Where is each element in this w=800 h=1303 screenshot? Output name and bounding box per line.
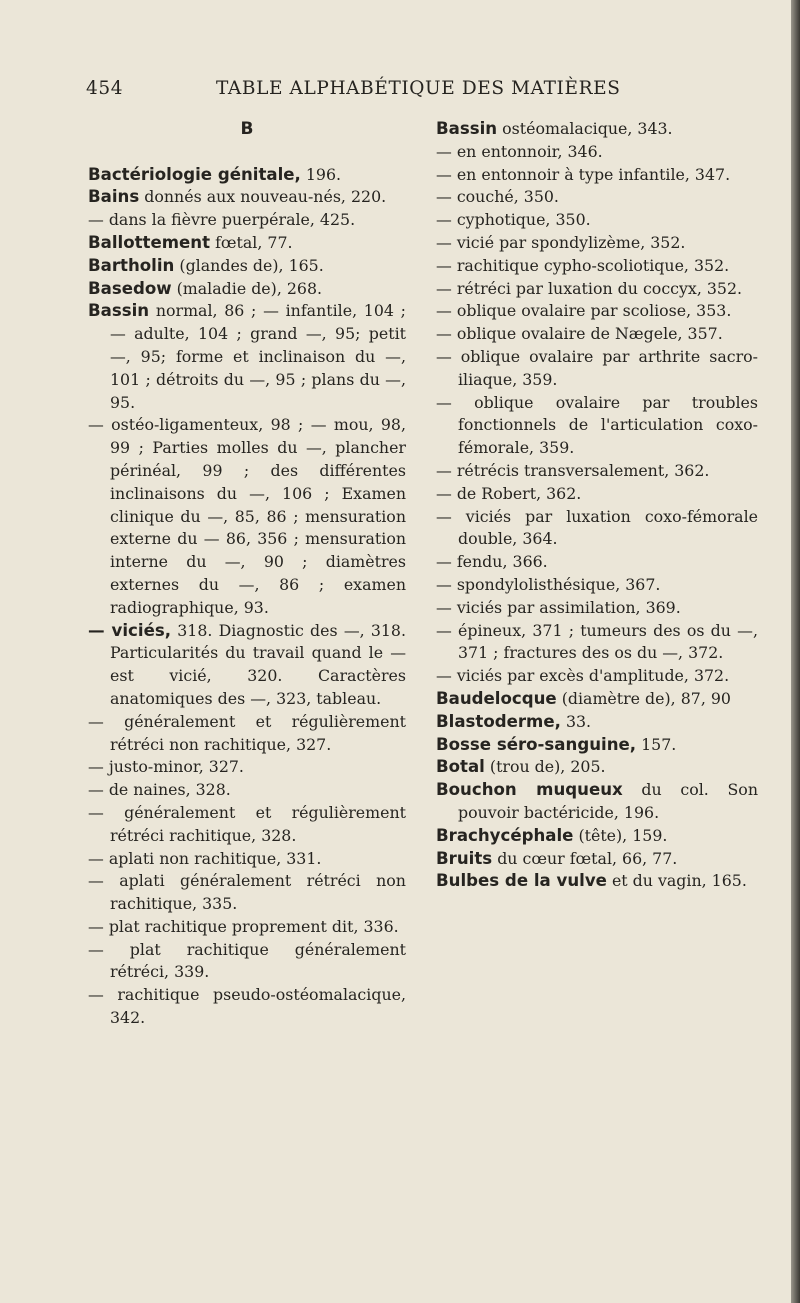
index-entry: — ostéo-ligamenteux, 98 ; — mou, 98, 99 ; Parties molles du —, plancher périnéal, 99 ; des différentes inclinaisons du —, 106 ; Examen clinique du —, 85, 86 ; mensuration externe du — 86, 356 ; mensuration interne du —, 90 ; diamètres externes du —, 86 ; examen radiographique, 93. [88,415,406,617]
page-edge [791,0,800,1303]
index-entry: Bains donnés aux nouveau-nés, 220. [88,187,387,207]
index-entry: — plat rachitique généralement rétréci, 339. [88,939,406,982]
index-entry: Bulbes de la vulve et du vagin, 165. [436,871,747,891]
index-entry: — justo-minor, 327. [88,757,244,777]
index-entry: Bassin normal, 86 ; — infantile, 104 ; — adulte, 104 ; grand —, 95; petit —, 95; forme et inclinaison du —, 101 ; détroits du —, 95 ; plans du —, 95. [88,301,406,412]
index-entry: — rétrécis transversalement, 362. [436,460,710,480]
page-header [86,78,686,106]
index-entry: Bruits du cœur fœtal, 66, 77. [436,848,678,868]
index-entry: — en entonnoir, 346. [436,141,603,161]
index-entry: — oblique ovalaire par arthrite sacro-iliaque, 359. [436,346,758,389]
index-entry: — cyphotique, 350. [436,210,591,230]
index-entry: — viciés, 318. Diagnostic des —, 318. Particularités du travail quand le — est vicié, 320. Caractères anatomiques des —, 323, tableau. [88,620,406,708]
index-entry: — viciés par luxation coxo-fémorale double, 364. [436,506,758,549]
index-entry: — viciés par excès d'amplitude, 372. [436,666,730,686]
index-entry: — oblique ovalaire de Nægele, 357. [436,324,723,344]
index-entry: — plat rachitique proprement dit, 336. [88,916,399,936]
index-entry: Ballottement fœtal, 77. [88,232,293,252]
index-entry: — épineux, 371 ; tumeurs des os du —, 371 ; fractures des os du —, 372. [436,620,758,663]
index-entry: — aplati non rachitique, 331. [88,848,322,868]
index-entry: — viciés par assimilation, 369. [436,597,681,617]
index-entry: — oblique ovalaire par troubles fonctionnels de l'articulation coxo-fémorale, 359. [436,392,758,458]
index-entry: Brachycéphale (tête), 159. [436,825,668,845]
index-entry: Bassin ostéomalacique, 343. [436,119,673,138]
index-entry: Bosse séro-sanguine, 157. [436,734,677,754]
index-entry: — dans la fièvre puerpérale, 425. [88,210,356,230]
index-entry: — vicié par spondylizème, 352. [436,232,686,252]
index-entry: — spondylolisthésique, 367. [436,574,661,594]
index-entry: Baudelocque (diamètre de), 87, 90 [436,688,731,708]
page-number: 454 [86,78,124,99]
index-entry: — de naines, 328. [88,780,231,800]
index-entry: Blastoderme, 33. [436,711,592,731]
index-entry: — rétréci par luxation du coccyx, 352. [436,278,743,298]
index-entry: — rachitique cypho-scoliotique, 352. [436,255,730,275]
index-entry: Basedow (maladie de), 268. [88,278,323,298]
index-entry: — fendu, 366. [436,552,548,572]
index-entry: — aplati généralement rétréci non rachitique, 335. [88,871,406,914]
index-entry: — de Robert, 362. [436,483,582,503]
section-letter: B [240,119,254,139]
index-entry: Bactériologie génitale, 196. [88,164,342,184]
index-entry: Bartholin (glandes de), 165. [88,255,324,275]
index-column-left [88,118,406,1030]
index-entry: — oblique ovalaire par scoliose, 353. [436,301,732,321]
index-entry: — en entonnoir à type infantile, 347. [436,164,731,184]
index-entry: — rachitique pseudo-ostéomalacique, 342. [88,985,406,1028]
index-entry: Botal (trou de), 205. [436,757,606,777]
index-column-right [436,118,758,893]
index-entry: — généralement et régulièrement rétréci non rachitique, 327. [88,711,406,754]
index-entry: — couché, 350. [436,187,559,207]
index-entry: Bouchon muqueux du col. Son pouvoir bactéricide, 196. [436,780,758,822]
running-title: TABLE ALPHABÉTIQUE DES MATIÈRES [216,78,621,99]
index-entry: — généralement et régulièrement rétréci rachitique, 328. [88,802,406,845]
